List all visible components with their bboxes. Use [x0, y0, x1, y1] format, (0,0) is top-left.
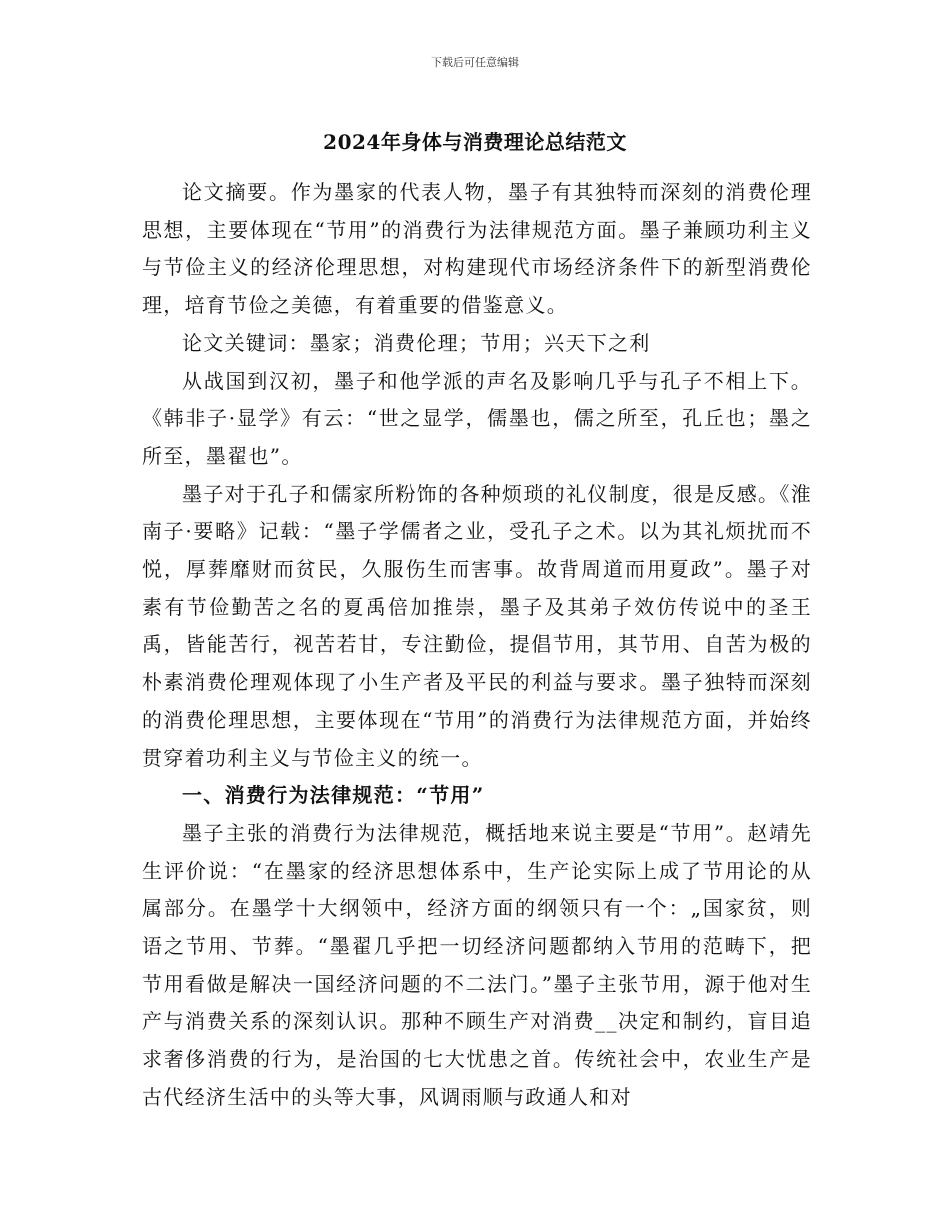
document-body	[142, 174, 812, 1117]
abstract-paragraph: 论文摘要。作为墨家的代表人物，墨子有其独特而深刻的消费伦理思想，主要体现在“节用”的消费行为法律规范方面。墨子兼顾功利主义与节俭主义的经济伦理思想，对构建现代市场经济条件下的新型消费伦理，培育节俭之美德，有着重要的借鉴意义。	[142, 180, 812, 318]
section-heading: 一、消费行为法律规范：“节用”	[182, 783, 485, 808]
body-paragraph: 墨子对于孔子和儒家所粉饰的各种烦琐的礼仪制度，很是反感。《淮南子·要略》记载：“墨子学儒者之业，受孔子之术。以为其礼烦扰而不悦，厚葬靡财而贫民，久服伤生而害事。故背周道而用夏政”。墨子对素有节俭勤苦之名的夏禹倍加推崇，墨子及其弟子效仿传说中的圣王禹，皆能苦行，视苦若甘，专注勤俭，提倡节用，其节用、自苦为极的朴素消费伦理观体现了小生产者及平民的利益与要求。墨子独特而深刻的消费伦理思想，主要体现在“节用”的消费行为法律规范方面，并始终贯穿着功利主义与节俭主义的统一。	[142, 481, 812, 770]
section-paragraph: 墨子主张的消费行为法律规范，概括地来说主要是“节用”。赵靖先生评价说：“在墨家的经济思想体系中，生产论实际上成了节用论的从属部分。在墨学十大纲领中，经济方面的纲领只有一个：„国家贫，则语之节用、节葬。“墨翟几乎把一切经济问题都纳入节用的范畴下，把节用看做是解决一国经济问题的不二法门。”墨子主张节用，源于他对生产与消费关系的深刻认识。那种不顾生产对消费__决定和制约，盲目追求奢侈消费的行为，是治国的七大忧患之首。传统社会中，农业生产是古代经济生活中的头等大事，风调雨顺与政通人和对	[142, 820, 812, 1109]
body-paragraph: 从战国到汉初，墨子和他学派的声名及影响几乎与孔子不相上下。《韩非子·显学》有云：“世之显学，儒墨也，儒之所至，孔丘也；墨之所至，墨翟也”。	[142, 368, 812, 468]
document-title: 2024年身体与消费理论总结范文	[323, 130, 627, 154]
page-header-note: 下载后可任意编辑	[431, 56, 519, 69]
keywords-paragraph: 论文关键词：墨家；消费伦理；节用；兴天下之利	[182, 330, 651, 355]
